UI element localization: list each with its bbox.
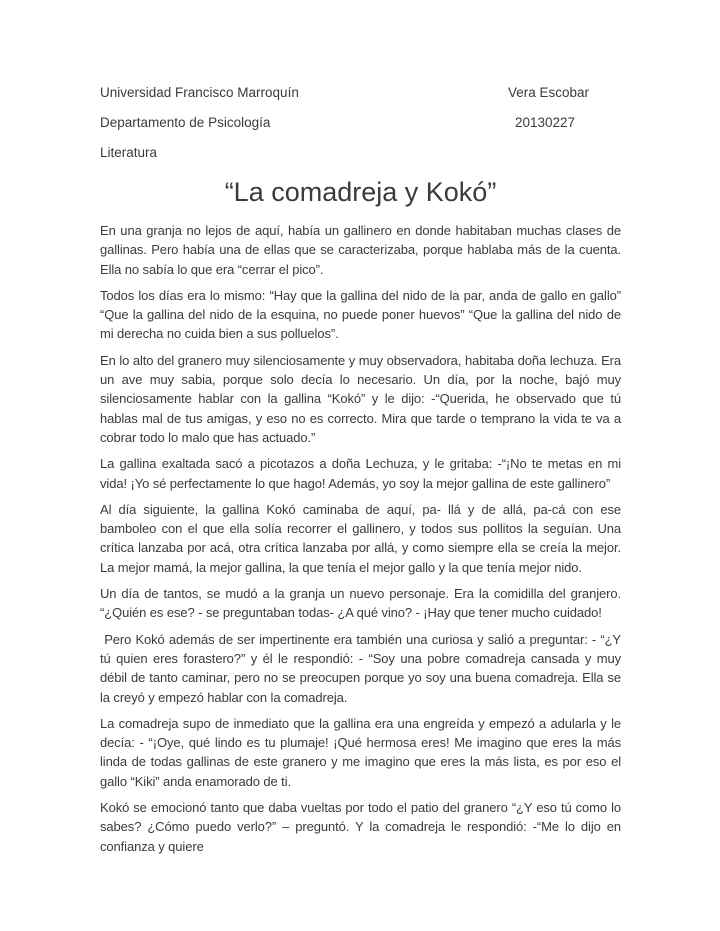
paragraph-4: La gallina exaltada sacó a picotazos a doña Lechuza, y le gritaba: -“¡No te metas en mi vida! ¡Yo sé perfectamente lo que hago! Además, yo soy la mejor gallina de este gallinero” <box>100 456 621 491</box>
header-row-1 <box>100 85 621 101</box>
paragraph-6: Un día de tantos, se mudó a la granja un nuevo personaje. Era la comidilla del granjero. “¿Quién es ese? - se preguntaban todas- ¿A qué vino? - ¡Hay que tener mucho cuidado! <box>100 586 621 621</box>
institution-name: Universidad Francisco Marroquín <box>100 85 299 100</box>
paragraph-7: Pero Kokó además de ser impertinente era también una curiosa y salió a preguntar: - “¿Y tú quien eres forastero?” y él le respondió: - “Soy una pobre comadreja cansada y muy débil de tanto caminar, pero no se preocupen porque yo soy una buena comadreja. Ella se la creyó y empezó hablar con la comadreja. <box>100 631 621 705</box>
document-title: “La comadreja y Kokó” <box>224 177 497 207</box>
author-name: Vera Escobar <box>508 85 590 100</box>
paragraph-3: En lo alto del granero muy silenciosamente y muy observadora, habitaba doña lechuza. Era un ave muy sabia, porque solo decía lo necesario. Un día, por la noche, bajó muy silenciosamente hablar con la gallina “Kokó” y le dijo: -“Querida, he observado que tú hablas mal de tus amigas, y eso no es correcto. Mira que tarde o temprano la vida te va a cobrar todo lo malo que has actuado.” <box>100 352 621 445</box>
paragraph-5: Al día siguiente, la gallina Kokó caminaba de aquí, pa- llá y de allá, pa-cá con ese bamboleo con el que ella solía recorrer el gallinero, y todos sus pollitos la seguían. Una crítica lanzaba por acá, otra crítica lanzaba por allá, y como siempre ella se creía la mejor. La mejor mamá, la mejor gallina, la que tenía el mejor gallo y la que tenía mejor nido. <box>100 501 621 575</box>
document-content <box>100 85 621 863</box>
header-row-3 <box>100 145 621 161</box>
paragraph-8: La comadreja supo de inmediato que la gallina era una engreída y empezó a adularla y le decía: - “¡Oye, qué lindo es tu plumaje! ¡Qué hermosa eres! Me imagino que eres la más linda de todas gallinas de este granero y me imagino que eres la más lista, es por eso el gallo “Kiki” anda enamorado de ti. <box>100 715 621 789</box>
course-name: Literatura <box>100 145 158 160</box>
paragraph-1: En una granja no lejos de aquí, había un gallinero en donde habitaban muchas clases de gallinas. Pero había una de ellas que se caracterizaba, porque hablaba más de la cuenta. Ella no sabía lo que era “cerrar el pico”. <box>100 223 621 277</box>
header-row-2 <box>100 115 621 131</box>
paragraph-9: Kokó se emocionó tanto que daba vueltas por todo el patio del granero “¿Y eso tú como lo sabes? ¿Cómo puedo verlo?” – preguntó. Y la comadreja le respondió: -“Me lo dijo en confianza y quiere <box>100 800 621 854</box>
department-name: Departamento de Psicología <box>100 115 271 130</box>
document-date: 20130227 <box>515 115 576 130</box>
document-body <box>100 221 621 856</box>
paragraph-2: Todos los días era lo mismo: “Hay que la gallina del nido de la par, anda de gallo en gallo” “Que la gallina del nido de la esquina, no puede poner huevos” “Que la gallina del nido de mi derecha no cuida bien a sus polluelos”. <box>100 287 621 342</box>
